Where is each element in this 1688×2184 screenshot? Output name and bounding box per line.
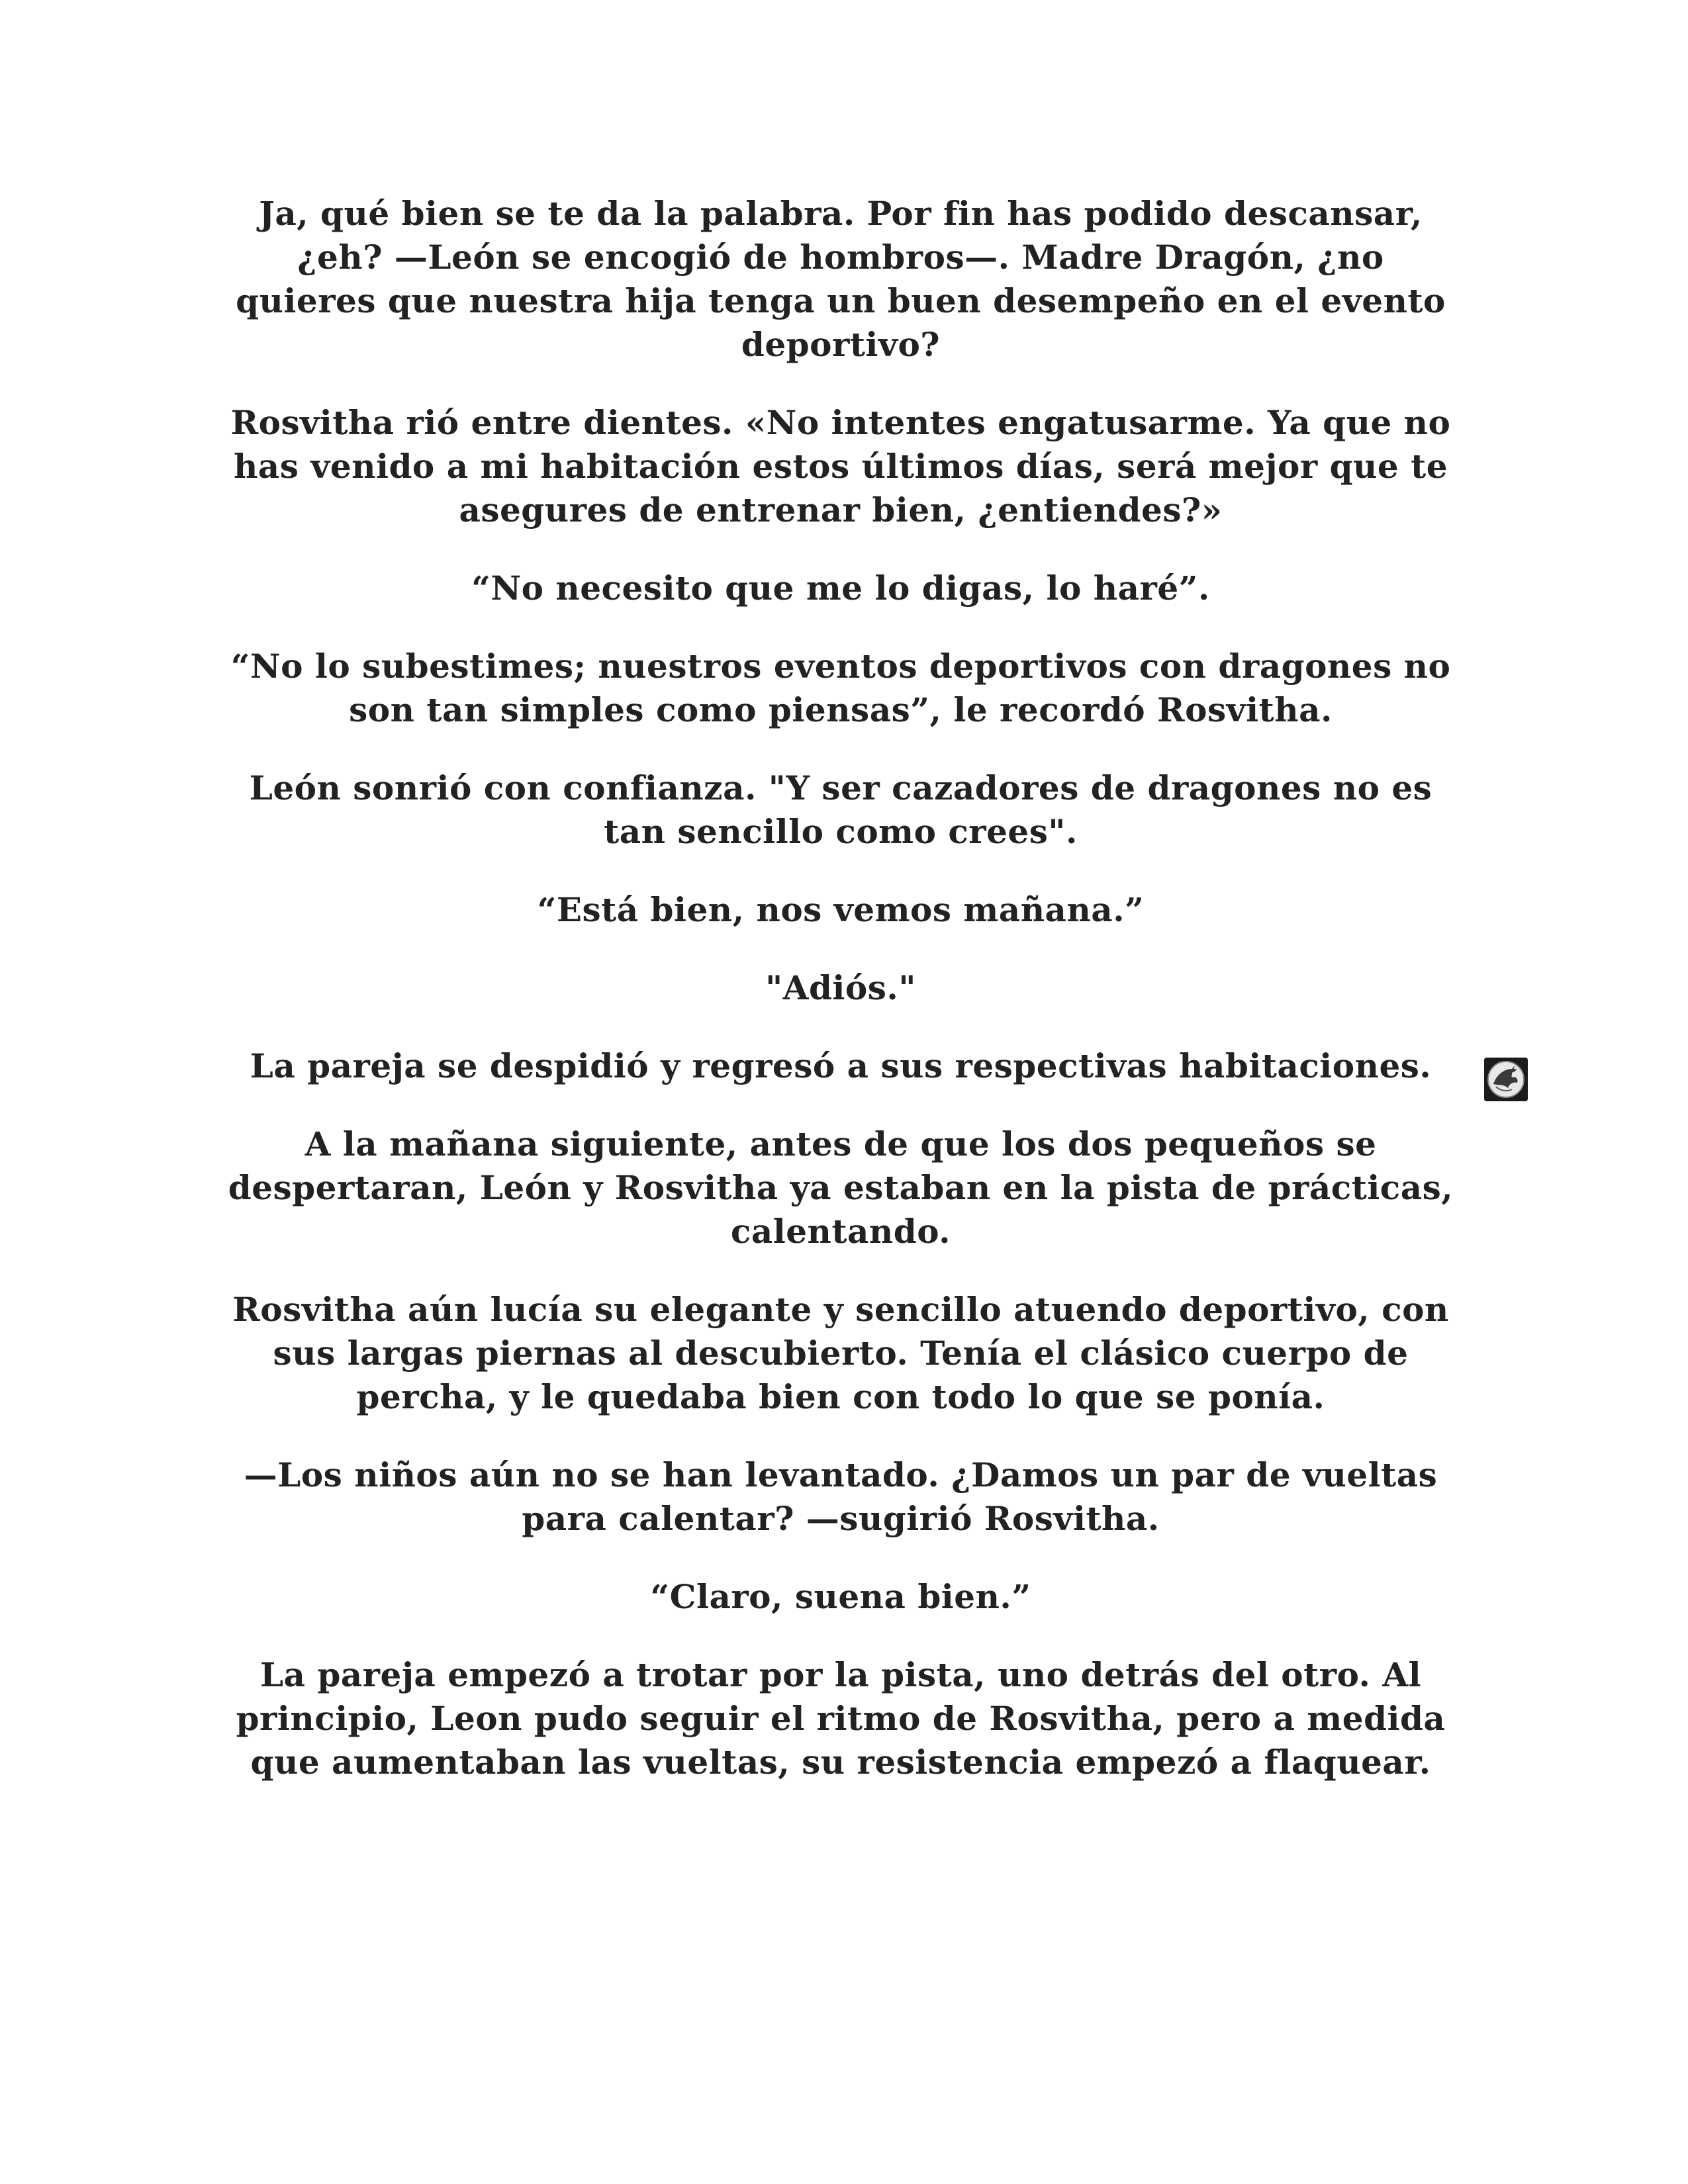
paragraph-5: León sonrió con confianza. "Y ser cazadores de dragones no es tan sencillo como crees". [249,768,1432,851]
paragraph-11: —Los niños aún no se han levantado. ¿Damos un par de vueltas para calentar? —sugirió Rosvitha. [244,1455,1438,1538]
paragraph-3: “No necesito que me lo digas, lo haré”. [471,569,1210,608]
paragraph-1: Ja, qué bien se te da la palabra. Por fin has podido descansar, ¿eh? —León se encogió de hombros—. Madre Dragón, ¿no quieres que nuestra hija tenga un buen desempeño en el evento deportivo? [236,194,1446,364]
paragraph-7: "Adiós." [765,968,916,1007]
paragraph-6: “Está bien, nos vemos mañana.” [537,890,1145,929]
paragraph-12: “Claro, suena bien.” [650,1577,1031,1616]
paragraph-4: “No lo subestimes; nuestros eventos deportivos con dragones no son tan simples como piensas”, le recordó Rosvitha. [230,647,1451,729]
paragraph-9: A la mañana siguiente, antes de que los dos pequeños se despertaran, León y Rosvitha ya estaban en la pista de prácticas, calentando. [228,1124,1454,1251]
paragraph-10: Rosvitha aún lucía su elegante y sencillo atuendo deportivo, con sus largas piernas al descubierto. Tenía el clásico cuerpo de percha, y le quedaba bien con todo lo que se ponía. [232,1290,1449,1416]
paragraph-8: La pareja se despidió y regresó a sus respectivas habitaciones. [250,1046,1432,1085]
paragraph-13: La pareja empezó a trotar por la pista, uno detrás del otro. Al principio, Leon pudo seguir el ritmo de Rosvitha, pero a medida que aumentaban las vueltas, su resistencia empezó a flaquear. [236,1655,1446,1782]
body-text [225,192,1456,1819]
paragraph-2: Rosvitha rió entre dientes. «No intentes engatusarme. Ya que no has venido a mi habitación estos últimos días, será mejor que te asegures de entrenar bien, ¿entiendes?» [230,403,1451,529]
dragon-emblem-icon [1484,1058,1528,1101]
